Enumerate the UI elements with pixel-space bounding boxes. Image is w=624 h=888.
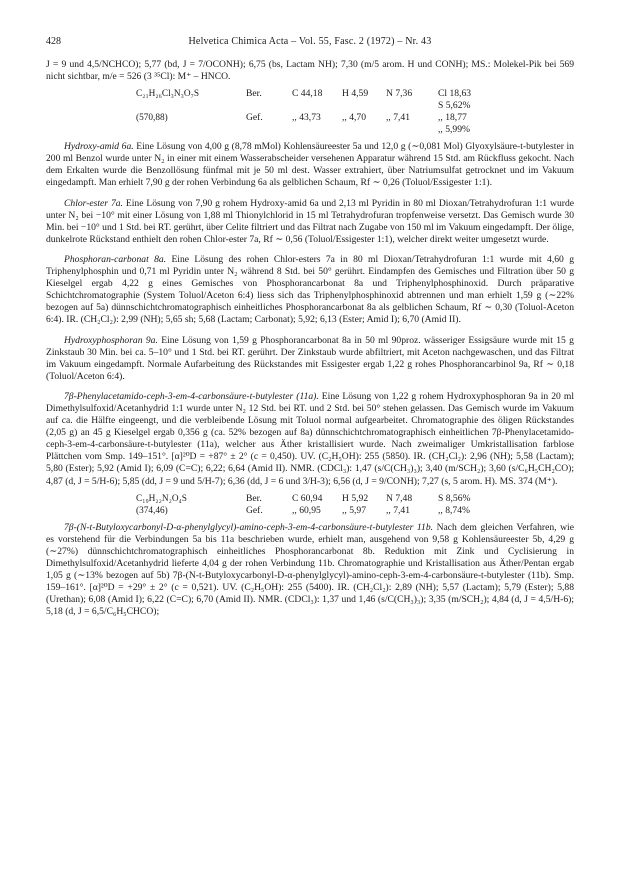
section-title: Hydroxy-amid 6a. bbox=[64, 141, 134, 153]
analysis-value: Cl 18,63 bbox=[438, 88, 472, 100]
paragraph-compound-11a bbox=[46, 391, 574, 488]
analysis-ber-label: Ber. bbox=[246, 492, 262, 504]
page-header bbox=[46, 36, 574, 50]
section-body: Eine Lösung von 1,22 g rohem Hydroxyphosphoran 9a in 20 ml Dimethylsulfoxid/Acetanhydrid 1:1 wurde unter N₂ 12 Std. bei RT. und 2 Std. bei 50° stehen gelassen. Das Gemisch wurde im Vakuum auf ca. die Hälfte eingeengt, und die verbleibende Lösung mit Toluol normal aufgearbeitet. Chromatographie des öligen Rückstandes (2,05 g) an 45 g Kieselgel ergab 0,356 g (ca. 52% bezogen auf 8a) dünnschichtchromatographisch einheitlichen 7β-Phenylacetamido-ceph-3-em-4-carbonsäure-t-butylester (11a), welcher aus Äther kristallisiert wurde. Nach zweimaliger Umkristallisation farblose Plättchen vom Smp. 149–151°. [α]²⁰D = +87° ± 2° (c = 0,450). UV. (C₂H₅OH): 255 (5850). IR. (CH₂Cl₂): 2,96 (NH); 5,58 (Lactam); 5,80 (Ester); 5,92 (Amid I); 6,09 (C=C); 6,22; 6,64 (Amid II). NMR. (CDCl₃): 1,47 (s/C(CH₃)₃); 3,40 (m/SCH₂); 3,60 (s/C₆H₅CH₂CO); 4,87 (d, J = 5/H-6); 5,85 (dd, J = 9 und 5/H-7); 6,36 (dd, J = 6 und 3/H-3); 6,56 (d, J = 9/CONH); 7,27 (s, 5 arom. H). MS. 374 (M⁺). bbox=[46, 390, 574, 487]
analysis-value: C 60,94 bbox=[292, 492, 323, 504]
section-body: Nach dem gleichen Verfahren, wie es vorstehend für die Verbindungen 5a bis 11a beschrieben wurde, erhielt man, ausgehend von 9,58 g Kohlensäureester 5b, 4,29 g (∼27%) dünnschichtchromatographisch einheitliches Phosphorancarbonat 8b. Reduktion mit Zink und Cyclisierung in Dimethylsulfoxid/Acetanhydrid lieferte 4,04 g der rohen Verbindung 11b. Chromatographie und Kristallisation aus Äther/Pentan ergab 1,05 g (∼13% bezogen auf 5b) 7β-(N-t-Butyloxycarbonyl-D-α-phenylglycyl)-amino-ceph-3-em-4-carbonsäure-t-butylester (11b). Smp. 159–161°. [α]²⁰D = +29° ± 2° (c = 0,521). UV. (C₂H₅OH): 255 (5400). IR. (CH₂Cl₂): 2,89 (NH); 5,57 (Lactam); 5,79 (Ester); 5,88 (Urethan); 6,08 (Amid I); 6,22 (C=C); 6,70 (Amid II). NMR. (CDCl₃): 1,37 und 1,46 (s/C(CH₃)₃); 3,35 (m/SCH₂); 4,84 (d, J = 4,5/H-6); 5,18 (d, J = 6,5/C₆H₅CHCO); bbox=[46, 521, 574, 618]
section-title: 7β-(N-t-Butyloxycarbonyl-D-α-phenylglycyl)-amino-ceph-3-em-4-carbonsäure-t-butylester 11b. bbox=[64, 521, 434, 533]
analysis-gef-label: Gef. bbox=[246, 112, 263, 124]
analysis-value: ,, 5,97 bbox=[342, 504, 366, 516]
section-title: Phosphoran-carbonat 8a. bbox=[64, 253, 167, 265]
analysis-value: ,, 7,41 bbox=[386, 504, 410, 516]
section-title: Chlor-ester 7a. bbox=[64, 197, 123, 209]
analysis-value: ,, 8,74% bbox=[438, 504, 470, 516]
paragraph-compound-11b bbox=[46, 522, 574, 619]
analysis-value: ,, 60,95 bbox=[292, 504, 321, 516]
analysis-formula: C₁₉H₂₂N₂O₄S bbox=[136, 493, 187, 504]
analysis-molweight: (374,46) bbox=[136, 505, 168, 516]
section-title: Hydroxyphosphoran 9a. bbox=[64, 334, 158, 346]
analysis-formula: C₂₁H₂₆Cl₃N₃O₇S bbox=[136, 89, 199, 100]
analysis-ber-label: Ber. bbox=[246, 88, 262, 100]
paragraph-hydroxyphosphoran bbox=[46, 335, 574, 383]
analysis-value: C 44,18 bbox=[292, 88, 323, 100]
analysis-value: S 5,62% bbox=[438, 100, 471, 112]
analysis-molweight: (570,88) bbox=[136, 113, 168, 124]
analysis-value: ,, 7,41 bbox=[386, 112, 410, 124]
paragraph-phosphoran-carbonat bbox=[46, 254, 574, 327]
paragraph-hydroxy-amid bbox=[46, 141, 574, 189]
elemental-analysis-1 bbox=[136, 88, 574, 136]
analysis-value: ,, 5,99% bbox=[438, 124, 470, 136]
section-body: Eine Lösung von 4,00 g (8,78 mMol) Kohlensäureester 5a und 12,0 g (∼0,081 Mol) Glyoxylsäure-t-butylester in 200 ml Benzol wurde unter N₂ in einer mit einem Wasserabscheider versehenen Apparatur während 15 Std. am Rückfluss gekocht. Nach dem Erkalten wurde die Benzollösung fünfmal mit je 50 ml dest. Wasser extrahiert, über Natriumsulfat getrocknet und im Vakuum eingedampft. Man erhielt 7,90 g der rohen Verbindung 6a als gelblichen Schaum, Rf ∼ 0,26 (Toluol/Essigester 1:1). bbox=[46, 141, 574, 189]
paragraph-nmr-continuation: J = 9 und 4,5/NCHCO); 5,77 (bd, J = 7/OCONH); 6,75 (bs, Lactam NH); 7,30 (m/5 arom. H und CONH); MS.: Molekel-Pik bei 569 nicht sichtbar, m/e = 526 (3 ³⁵Cl): M⁺ – HNCO. bbox=[46, 59, 574, 83]
page-number: 428 bbox=[46, 36, 61, 47]
section-body: Eine Lösung des rohen Chlor-esters 7a in 80 ml Dioxan/Tetrahydrofuran 1:1 wurde mit 4,60 g Triphenylphosphin und 0,71 ml Pyridin unter N₂ während 8 Std. bei 50° gerührt. Eindampfen des Gemisches und Filtration über 50 g Kieselgel ergab 4,22 g eines Gemisches von Phosphorancarbonat 8a und Triphenylphosphinoxid. Durch präparative Schichtchromatographie (System Toluol/Aceton 6:4) liess sich das Triphenylphosphinoxid abtrennen und man erhielt 1,59 g (∼22% bezogen auf 5a) dünnschichtchromatographisch einheitliches Phosphorancarbonat 8a als gelblichen Schaum, Rf ∼ 0,30 (Toluol-Aceton 6:4). IR. (CH₂Cl₂): 2,99 (NH); 5,65 sh; 5,68 (Lactam; Carbonat); 5,92; 6,13 (Ester; Amid I); 6,70 (Amid II). bbox=[46, 253, 574, 326]
section-body: Eine Lösung von 1,59 g Phosphorancarbonat 8a in 50 ml 90proz. wässeriger Essigsäure wurde mit 15 g Zinkstaub 30 Min. bei ca. 5–10° und 1 Std. bei RT. gerührt. Der Zinkstaub wurde abfiltriert, mit Aceton nachgewaschen, und das Filtrat im Vakuum eingedampft. Normale Aufarbeitung des Rückstandes mit Essigester ergab 1,22 g rohes Phosphorancarbinol 9a, Rf ∼ 0,18 (Toluol/Aceton 6:4). bbox=[46, 334, 574, 382]
analysis-value: N 7,36 bbox=[386, 88, 413, 100]
analysis-value: N 7,48 bbox=[386, 492, 413, 504]
analysis-value: ,, 4,70 bbox=[342, 112, 366, 124]
analysis-value: H 4,59 bbox=[342, 88, 369, 100]
analysis-gef-label: Gef. bbox=[246, 504, 263, 516]
section-body: Eine Lösung von 7,90 g rohem Hydroxy-amid 6a und 2,13 ml Pyridin in 80 ml Dioxan/Tetrahydrofuran 1:1 wurde unter N₂ bei −10° mit einer Lösung von 1,88 ml Thionylchlorid in 15 ml Tetrahydrofuran tropfenweise versetzt. Das Gemisch wurde 30 Min. bei −10° und 1 Std. bei RT. gerührt, über Celite filtriert und das Filtrat nach Zugabe von 150 ml im Vakuum eingedampft. Der ölige, dunkelrote Rückstand enthielt den rohen Chlor-ester 7a, Rf ∼ 0,56 (Toluol/Essigester 1:1), welcher direkt weiter umgesetzt wurde. bbox=[46, 197, 575, 245]
journal-title: Helvetica Chimica Acta – Vol. 55, Fasc. 2 (1972) – Nr. 43 bbox=[188, 36, 432, 47]
paragraph-chlor-ester bbox=[46, 198, 574, 246]
analysis-value: ,, 18,77 bbox=[438, 112, 467, 124]
elemental-analysis-2 bbox=[136, 493, 574, 517]
section-title: 7β-Phenylacetamido-ceph-3-em-4-carbonsäure-t-butylester (11a). bbox=[64, 390, 319, 402]
analysis-value: ,, 43,73 bbox=[292, 112, 321, 124]
analysis-value: H 5,92 bbox=[342, 492, 369, 504]
analysis-value: S 8,56% bbox=[438, 492, 471, 504]
